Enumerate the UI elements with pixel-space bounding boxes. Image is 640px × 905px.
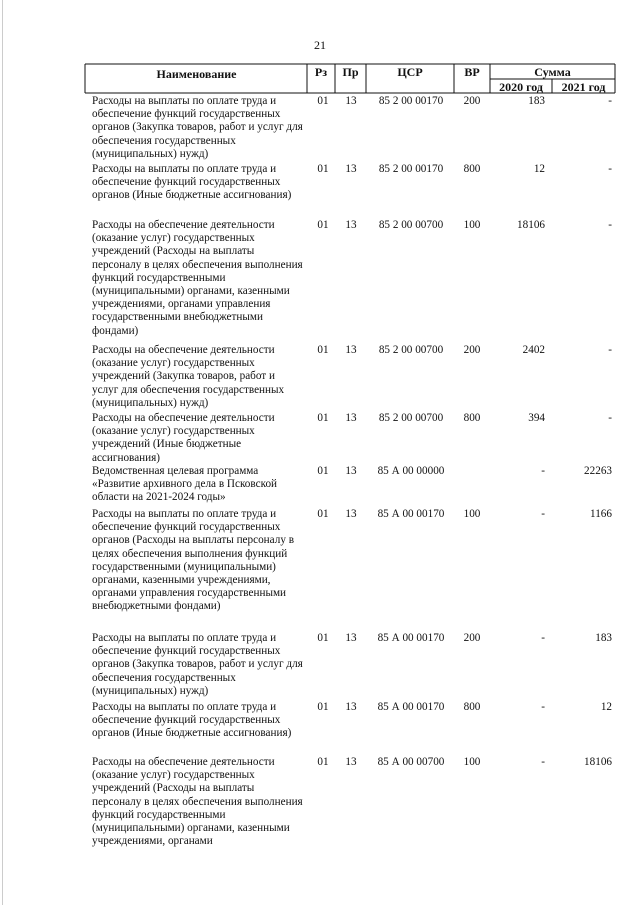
row-sum-2021: - [608, 219, 612, 231]
row-sum-2020: 394 [528, 412, 545, 424]
row-csr: 85 А 00 00170 [377, 701, 445, 713]
row-rz: 01 [317, 701, 329, 713]
row-sum-2020: - [541, 465, 545, 477]
row-rz: 01 [317, 219, 329, 231]
header-rz: Рз [314, 65, 328, 79]
row-sum-2020: - [541, 701, 545, 713]
row-sum-2020: 2402 [522, 344, 545, 356]
row-pr: 13 [345, 344, 357, 356]
row-rz: 01 [317, 163, 329, 175]
row-sum-2020: - [541, 756, 545, 768]
row-pr: 13 [345, 701, 357, 713]
row-name: Расходы на обеспечение деятельности (оказание услуг) государственных учреждений (Расходы на выплаты персоналу в целях обеспечения выполнения функций государственными (муниципальными) органами, казенными учреждениями, органами [92, 756, 303, 848]
row-vr: 100 [463, 508, 481, 520]
row-rz: 01 [317, 508, 329, 520]
row-csr: 85 2 00 00170 [378, 95, 444, 107]
header-pr: Пр [342, 65, 359, 79]
row-sum-2021: - [608, 412, 612, 424]
row-pr: 13 [345, 508, 357, 520]
row-vr: 200 [463, 632, 481, 644]
header-year-2020: 2020 год [499, 80, 543, 94]
row-sum-2021: 1166 [590, 508, 612, 520]
header-sum: Сумма [534, 65, 571, 79]
row-csr: 85 2 00 00170 [378, 163, 444, 175]
row-csr: 85 2 00 00700 [378, 219, 444, 231]
row-vr: 800 [463, 163, 481, 175]
row-sum-2021: 22263 [584, 465, 612, 477]
row-vr: 800 [463, 412, 481, 424]
row-rz: 01 [317, 465, 329, 477]
row-name: Расходы на выплаты по оплате труда и обеспечение функций государственных органов (Закупка товаров, работ и услуг для обеспечения государственных (муниципальных) нужд) [92, 632, 303, 697]
row-rz: 01 [317, 756, 329, 768]
row-sum-2021: 12 [600, 701, 612, 713]
row-vr: 200 [463, 344, 481, 356]
row-sum-2020: 183 [528, 95, 545, 107]
scan-left-edge [2, 0, 3, 905]
row-name: Расходы на обеспечение деятельности (оказание услуг) государственных учреждений (Расходы на выплаты персоналу в целях обеспечения выполнения функций государственными (муниципальными) органами, казенными учреждениями, органами управления государственными внебюджетными фондами) [92, 219, 303, 337]
row-csr: 85 2 00 00700 [378, 412, 444, 424]
row-sum-2020: - [541, 632, 545, 644]
row-sum-2020: 18106 [517, 219, 545, 231]
row-sum-2021: - [608, 163, 612, 175]
row-pr: 13 [345, 163, 357, 175]
row-csr: 85 А 00 00170 [377, 508, 445, 520]
row-pr: 13 [345, 219, 357, 231]
row-csr: 85 2 00 00700 [378, 344, 444, 356]
row-name: Ведомственная целевая программа «Развитие архивного дела в Псковской области на 2021-2024 годы» [92, 465, 278, 504]
header-vr: ВР [464, 65, 480, 79]
row-sum-2020: - [541, 508, 545, 520]
row-name: Расходы на обеспечение деятельности (оказание услуг) государственных учреждений (Иные бюджетные ассигнования) [92, 412, 275, 464]
row-csr: 85 А 00 00170 [377, 632, 445, 644]
row-csr: 85 А 00 00700 [377, 756, 445, 768]
page-number: 21 [314, 38, 326, 52]
row-pr: 13 [345, 95, 357, 107]
row-pr: 13 [345, 412, 357, 424]
row-vr: 100 [463, 219, 481, 231]
row-rz: 01 [317, 412, 329, 424]
row-sum-2021: - [608, 344, 612, 356]
row-rz: 01 [317, 632, 329, 644]
row-pr: 13 [345, 756, 357, 768]
row-rz: 01 [317, 95, 329, 107]
row-sum-2020: 12 [533, 163, 545, 175]
row-sum-2021: 183 [595, 632, 612, 644]
row-name: Расходы на выплаты по оплате труда и обеспечение функций государственных органов (Расходы на выплаты персоналу в целях обеспечения выполнения функций государственными (муниципальными) органами, казенными учреждениями, органами управления государственными внебюджетными фондами) [92, 508, 294, 613]
row-sum-2021: - [608, 95, 612, 107]
row-sum-2021: 18106 [584, 756, 612, 768]
row-name: Расходы на обеспечение деятельности (оказание услуг) государственных учреждений (Закупка товаров, работ и услуг для обеспечения государственных (муниципальных) нужд) [92, 344, 285, 409]
row-name: Расходы на выплаты по оплате труда и обеспечение функций государственных органов (Закупка товаров, работ и услуг для обеспечения государственных (муниципальных) нужд) [92, 95, 303, 160]
header-csr: ЦСР [397, 65, 423, 79]
row-name: Расходы на выплаты по оплате труда и обеспечение функций государственных органов (Иные бюджетные ассигнования) [92, 163, 292, 202]
header-year-2021: 2021 год [561, 80, 606, 94]
row-vr: 800 [463, 701, 481, 713]
row-pr: 13 [345, 632, 357, 644]
row-name: Расходы на выплаты по оплате труда и обеспечение функций государственных органов (Иные бюджетные ассигнования) [92, 701, 292, 740]
row-csr: 85 А 00 00000 [377, 465, 445, 477]
row-pr: 13 [345, 465, 357, 477]
row-rz: 01 [317, 344, 329, 356]
row-vr: 100 [463, 756, 481, 768]
row-vr: 200 [463, 95, 481, 107]
header-name: Наименование [156, 67, 237, 81]
